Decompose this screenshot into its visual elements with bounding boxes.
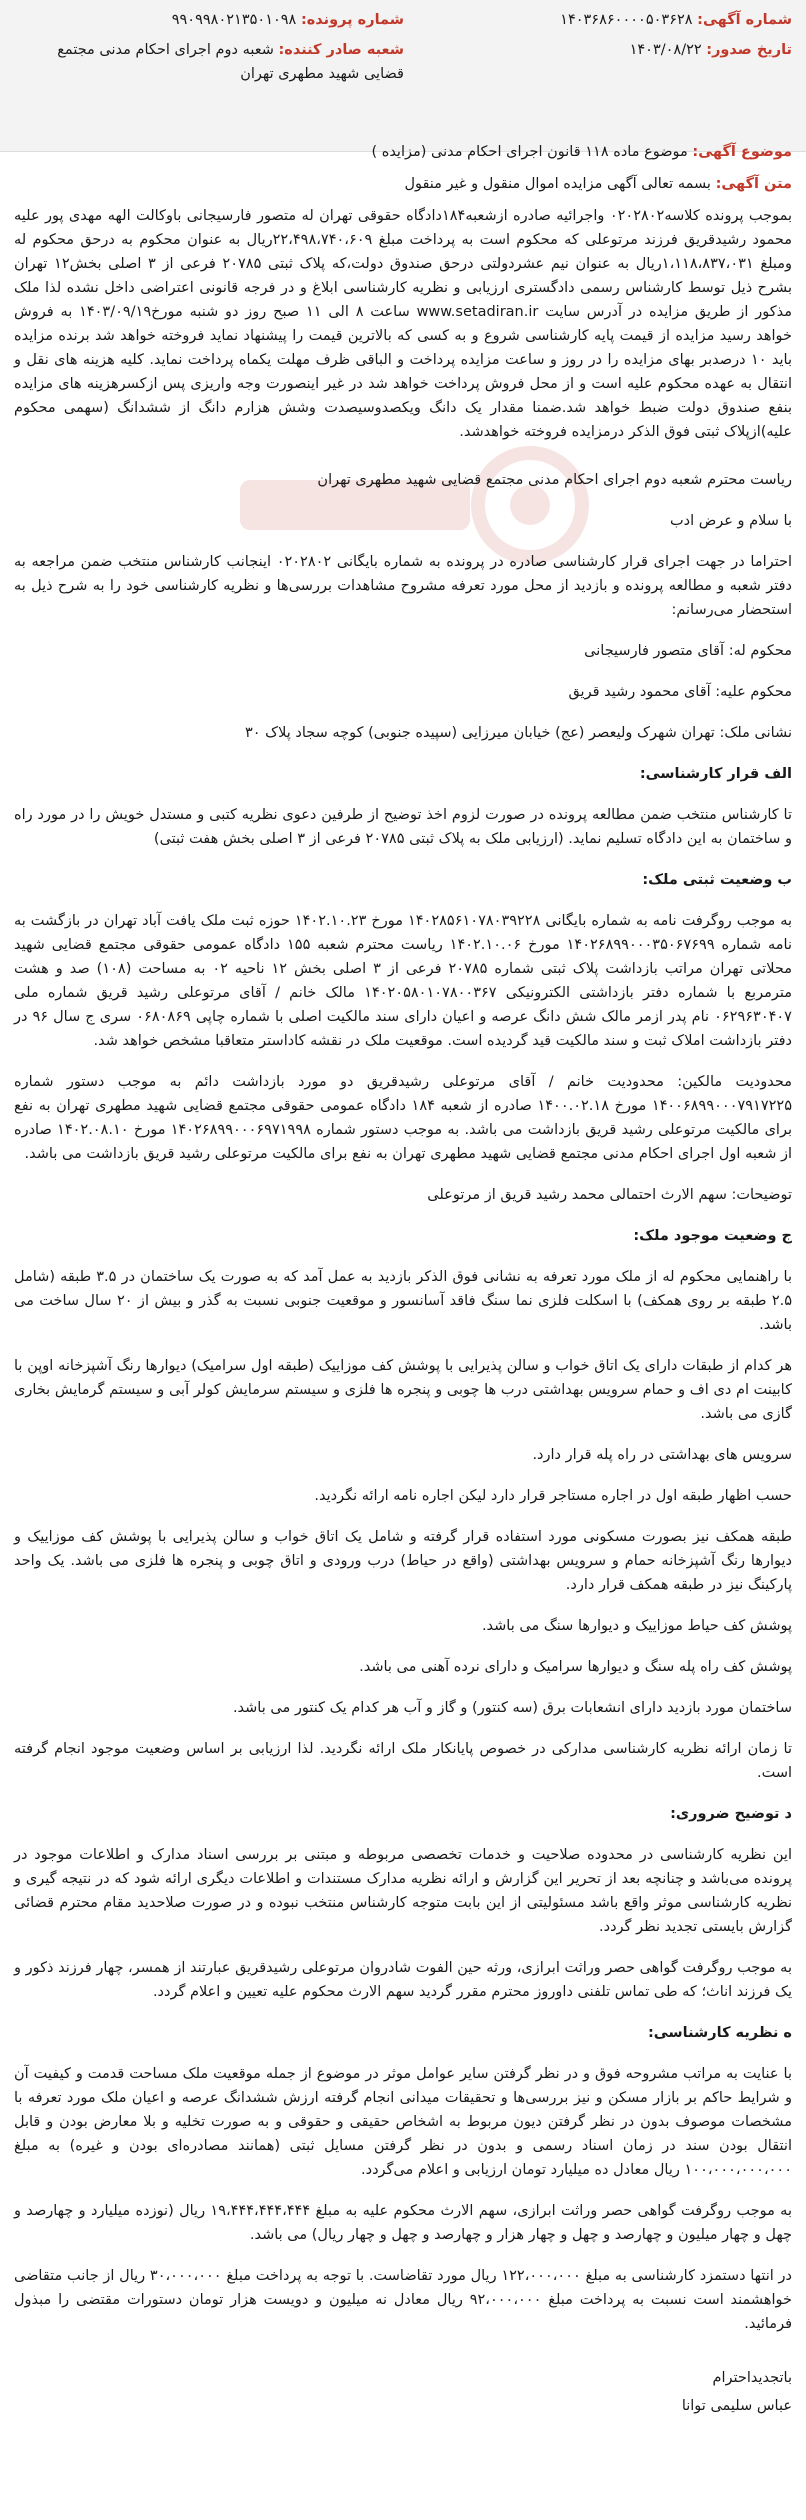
paragraph: سرویس های بهداشتی در راه پله قرار دارد.	[532, 1447, 792, 1463]
paragraph: با سلام و عرض ادب	[670, 513, 792, 529]
ad-number-row	[560, 8, 792, 32]
paragraph: محدودیت مالکین: محدودیت خانم / آقای مرتوعلی رشیدقریق دو مورد بازداشت دائم به موجب دستور شماره ۱۴۰۰۶۸۹۹۰۰۰۷۹۱۷۲۲۵ مورخ ۱۴۰۰.۰۲.۱۸ صادره از شعبه ۱۸۴ دادگاه عمومی حقوقی مجتمع قضایی شهید مطهری تهران به نفع برای مالکیت مرتوعلی رشید قریق بازداشت می باشد. به موجب دستور شماره ۱۴۰۲۶۸۹۹۰۰۰۶۹۷۱۹۹۸ مورخ ۱۴۰۲.۰۸.۱۰ صادره از شعبه اول اجرای احکام مدنی مجتمع قضایی شهید مطهری تهران به نفع برای مالکیت مرتوعلی رشید قریق بازداشت می باشد.	[14, 1074, 792, 1162]
closing: باتجدیداحترام	[712, 2370, 792, 2386]
ad-header	[0, 0, 806, 152]
paragraph: پوشش کف حیاط موزاییک و دیوارها سنگ می باشد.	[481, 1618, 792, 1634]
paragraph: به موجب روگرفت گواهی حصر وراثت ابرازی، سهم الارث محکوم علیه به مبلغ ۱۹،۴۴۴،۴۴۴،۴۴۴ ریال (نوزده میلیارد و چهارصد و چهل و چهار میلیون و چهارصد و چهل و چهار هزار و چهارصد و چهل و چهار ریال) می باشد.	[14, 2203, 792, 2243]
paragraph: تا کارشناس منتخب ضمن مطالعه پرونده در صورت لزوم اخذ توضیح از طرفین دعوی نظریه کتبی و مستدل خویش را در مورد راه و ساختمان به این دادگاه تسلیم نماید. (ارزیابی ملک به پلاک ثبتی ۲۰۷۸۵ فرعی از ۳ اصلی بخش هفت ثبتی)	[14, 807, 792, 847]
paragraph: با عنایت به مراتب مشروحه فوق و در نظر گرفتن سایر عوامل موثر در موضوع از جمله موقعیت ملک مساحت قدمت و کیفیت آن و شرایط حاکم بر بازار مسکن و نیز بررسی‌ها و تحقیقات میدانی انجام گرفته ارزش ششدانگ عرصه و اعیان ملک مورد تعرفه با مشخصات موصوف بدون در نظر گرفتن دیون مربوط به اشخاص حقیقی و حقوقی و به صورت تخلیه و بلا معارض بودن و قابل انتقال بودن سند در زمان اسناد رسمی و بدون در نظر گرفتن مسایل ثبتی (همانند مصادره‌ای بودن و غیره) به مبلغ ۱۰۰،۰۰۰،۰۰۰،۰۰۰ ریال معادل ده میلیارد تومان ارزیابی و اعلام می‌گردد.	[14, 2066, 792, 2178]
paragraph: هر کدام از طبقات دارای یک اتاق خواب و سالن پذیرایی با پوشش کف موزاییک (طبقه اول سرامیک) دیوارها رنگ آشپزخانه اوپن با کابینت ام دی اف و حمام سرویس بهداشتی درب ها چوبی و پنجره ها فلزی و سیستم سرمایش کولر آبی و سیستم گرمایش بخاری گازی می باشد.	[14, 1358, 792, 1422]
tracking-number-label: شماره پرونده:	[300, 12, 404, 28]
section-heading: ه نظریه کارشناسی:	[647, 2025, 792, 2041]
subject-row	[14, 140, 792, 164]
section-heading: الف قرار کارشناسی:	[639, 766, 792, 782]
paragraph: حسب اظهار طبقه اول در اجاره مستاجر قرار دارد لیکن اجاره نامه ارائه نگردید.	[314, 1488, 792, 1504]
ad-content	[14, 140, 792, 2435]
paragraph: به موجب روگرفت نامه به شماره بایگانی ۱۴۰۲۸۵۶۱۰۷۸۰۳۹۲۲۸ مورخ ۱۴۰۲.۱۰.۲۳ حوزه ثبت ملک یافت آباد تهران در بازگشت به نامه شماره ۱۴۰۲۶۸۹۹۰۰۰۳۵۰۶۷۶۹۹ مورخ ۱۴۰۲.۱۰.۰۶ ریاست محترم شعبه ۱۵۵ دادگاه عمومی حقوقی مجتمع قضایی شهید محلاتی تهران مراتب بازداشت پلاک ثبتی شماره ۲۰۷۸۵ فرعی از ۳ اصلی بخش ۱۲ ناحیه ۰۲ به مساحت (۱۰۸) صد و هشت مترمربع با شماره دفتر بازداشتی الکترونیکی ۱۴۰۲۰۵۸۰۱۰۷۸۰۰۳۶۷ مالک خانم / آقای مرتوعلی رشید قریق شماره ملی ۰۶۲۹۶۳۰۴۰۷ نام پدر ازمر مالک شش دانگ عرصه و اعیان دارای سند مالکیت اصلی با شماره چاپی ۰۶۸۰۸۶۹ سری ج سال ۹۶ در دفتر بازداشت املاک ثبت و سند مالکیت قید گردیده است. موقعیت ملک در نقشه کاداستر متعاقبا مشخص خواهد شد.	[14, 913, 793, 1049]
issue-date: ۱۴۰۳/۰۸/۲۲	[629, 42, 702, 58]
issuer-row	[14, 38, 404, 86]
paragraph: طبقه همکف نیز بصورت مسکونی مورد استفاده قرار گرفته و شامل یک اتاق خواب و سالن پذیرایی با پوشش کف موزاییک و دیوارها رنگ آشپزخانه حمام و سرویس بهداشتی (واقع در حیاط) درب ورودی و اتاق چوبی و پنجره ها فلزی می باشد. یک واحد پارکینگ نیز در طبقه همکف قرار دارد.	[14, 1529, 792, 1593]
paragraph: این نظریه کارشناسی در محدوده صلاحیت و خدمات تخصصی مربوطه و مبتنی بر بررسی اسناد مدارک و اطلاعات موجود در پرونده می‌باشد و چنانچه بعد از تحریر این گزارش و ارائه نظریه مدارک مستندات و اطلاعات دیگری ارائه شود که در نتیجه گیری و نظریه کارشناسی موثر واقع باشد مسئولیتی از این بابت متوجه کارشناس منتخب نبوده و در صورت صلاحدید مقام محترم قضائی گزارش بایستی تجدید نظر گردد.	[14, 1847, 792, 1935]
issue-date-row	[630, 38, 792, 62]
paragraph: ساختمان مورد بازدید دارای انشعابات برق (سه کنتور) و گاز و آب هر کدام یک کنتور می باشد.	[232, 1700, 792, 1716]
paragraph: احتراما در جهت اجرای قرار کارشناسی صادره در پرونده به شماره بایگانی ۰۲۰۲۸۰۲ اینجانب کارشناس منتخب ضمن مراجعه به دفتر شعبه و مطالعه پرونده و بازدید از محل مورد تعرفه مشروح مشاهدات بررسی‌ها و نظریه کارشناسی خود را به شرح ذیل به استحضار می‌رسانم:	[14, 554, 792, 618]
paragraph: محکوم علیه: آقای محمود رشید قریق	[568, 684, 792, 700]
paragraph: محکوم له: آقای متصور فارسیجانی	[584, 643, 792, 659]
ad-number-label: شماره آگهی:	[697, 12, 792, 28]
body-intro-row	[14, 172, 792, 196]
ad-number: ۱۴۰۳۶۸۶۰۰۰۰۵۰۳۶۲۸	[560, 12, 693, 28]
tracking-number: ۹۹۰۹۹۸۰۲۱۳۵۰۱۰۹۸	[171, 12, 297, 28]
ad-meta	[14, 140, 792, 196]
issue-date-label: تاریخ صدور:	[706, 42, 792, 58]
paragraph: با راهنمایی محکوم له از ملک مورد تعرفه به نشانی فوق الذکر بازدید به عمل آمد که به صورت یک ساختمان در ۳.۵ طبقه (شامل ۲.۵ طبقه بر روی همکف) با اسکلت فلزی نما سنگ فاقد آسانسور و موقعیت جنوبی نسبت به گذر و بیش از ۲۰ سال ساخت می باشد.	[14, 1269, 793, 1333]
body-intro: بسمه تعالی آگهی مزایده اموال منقول و غیر منقول	[404, 176, 711, 192]
paragraph: بموجب پرونده کلاسه۰۲۰۲۸۰۲ واجرائیه صادره ازشعبه۱۸۴دادگاه حقوقی تهران له متصور فارسیجانی باوکالت الهه مهدی پور علیه محمود رشیدقریق فرزند مرتوعلی که محکوم است به پرداخت مبلغ ۲۲،۴۹۸،۷۴۰،۶۰۹ریال به عنوان محکوم به درحق محکوم له ومبلغ ۱،۱۱۸،۸۳۷،۰۳۱ریال به عنوان نیم عشردولتی درحق صندوق دولت،که پلاک ثبتی ۲۰۷۸۵ فرعی از ۳ اصلی بخش۱۲ تهران بشرح ذیل توسط کارشناس رسمی دادگستری ارزیابی و نظریه کارشناسی ابلاغ و در فرجه قانونی اعتراضی داخل نشده لذا ملک مذکور از طریق مزایده در آدرس سایت www.setadiran.ir ساعت ۸ الی ۱۱ صبح روز دو شنبه مورخ۱۴۰۳/۰۹/۱۹ به فروش خواهد رسید مزایده از قیمت پایه کارشناسی شروع و به کسی که بالاترین قیمت را پیشنهاد نماید فروخته خواهد شد برنده مزایده باید ۱۰ درصدبر بهای مزایده را در روز و ساعت مزایده پرداخت و الباقی ظرف مهلت یکماه پرداخت نماید. کلیه هزینه های نقل و انتقال به عهده محکوم علیه است و از محل فروش پرداخت خواهد شد در غیر اینصورت وجه واریزی پس ازکسرهزینه های مزایده بنفع صندوق دولت ضبط خواهد شد.ضمنا مقدار یک دانگ ویکصدوسیصدت وشش هزارم دانگ از ششدانگ (سهمی محکوم علیه)ازپلاک ثبتی فوق الذکر درمزایده فروخته خواهدشد.	[14, 208, 793, 440]
paragraph: در انتها دستمزد کارشناسی به مبلغ ۱۲۲،۰۰۰،۰۰۰ ریال مورد تقاضاست. با توجه به پرداخت مبلغ ۳۰،۰۰۰،۰۰۰ ریال از جانب متقاضی خواهشمند است نسبت به پرداخت مبلغ ۹۲،۰۰۰،۰۰۰ ریال معادل نه میلیون و دویست هزار تومان دستورات مقتضی را مبذول فرمائید.	[14, 2268, 792, 2332]
section-heading: د توضیح ضروری:	[670, 1806, 792, 1822]
section-heading: ج وضعیت موجود ملک:	[633, 1228, 792, 1244]
paragraph: تا زمان ارائه نظریه کارشناسی مدارکی در خصوص پایانکار ملک ارائه نگردید. لذا ارزیابی بر اساس وضعیت موجود انجام گرفته است.	[14, 1741, 792, 1781]
issuer-label: شعبه صادر کننده:	[278, 42, 404, 58]
paragraph: پوشش کف راه پله سنگ و دیوارها سرامیک و دارای نرده آهنی می باشد.	[359, 1659, 792, 1675]
body-label: متن آگهی:	[715, 176, 792, 192]
signature-name: عباس سلیمی توانا	[681, 2398, 792, 2414]
paragraph: ریاست محترم شعبه دوم اجرای احکام مدنی مجتمع قضایی شهید مطهری تهران	[317, 472, 792, 488]
issuer: شعبه دوم اجرای احکام مدنی مجتمع قضایی شهید مطهری تهران	[57, 42, 404, 82]
paragraph: به موجب روگرفت گواهی حصر وراثت ابرازی، ورثه حین الفوت شادروان مرتوعلی رشیدقریق عبارتند از همسر، چهار فرزند ذکور و یک فرزند اناث؛ که طی تماس تلفنی داوروز محترم مقرر گردید سهم الارث محکوم علیه تعیین و اعلام گردد.	[14, 1960, 792, 2000]
subject-text: موضوع ماده ۱۱۸ قانون اجرای احکام مدنی (مزایده )	[371, 144, 688, 160]
tracking-number-row	[172, 8, 404, 32]
subject-label: موضوع آگهی:	[692, 144, 792, 160]
paragraph: نشانی ملک: تهران شهرک ولیعصر (عج) خیابان میرزایی (سپیده جنوبی) کوچه سجاد پلاک ۳۰	[244, 725, 792, 741]
paragraph: توضیحات: سهم الارث احتمالی محمد رشید قریق از مرتوعلی	[427, 1187, 792, 1203]
section-heading: ب وضعیت ثبتی ملک:	[642, 872, 792, 888]
